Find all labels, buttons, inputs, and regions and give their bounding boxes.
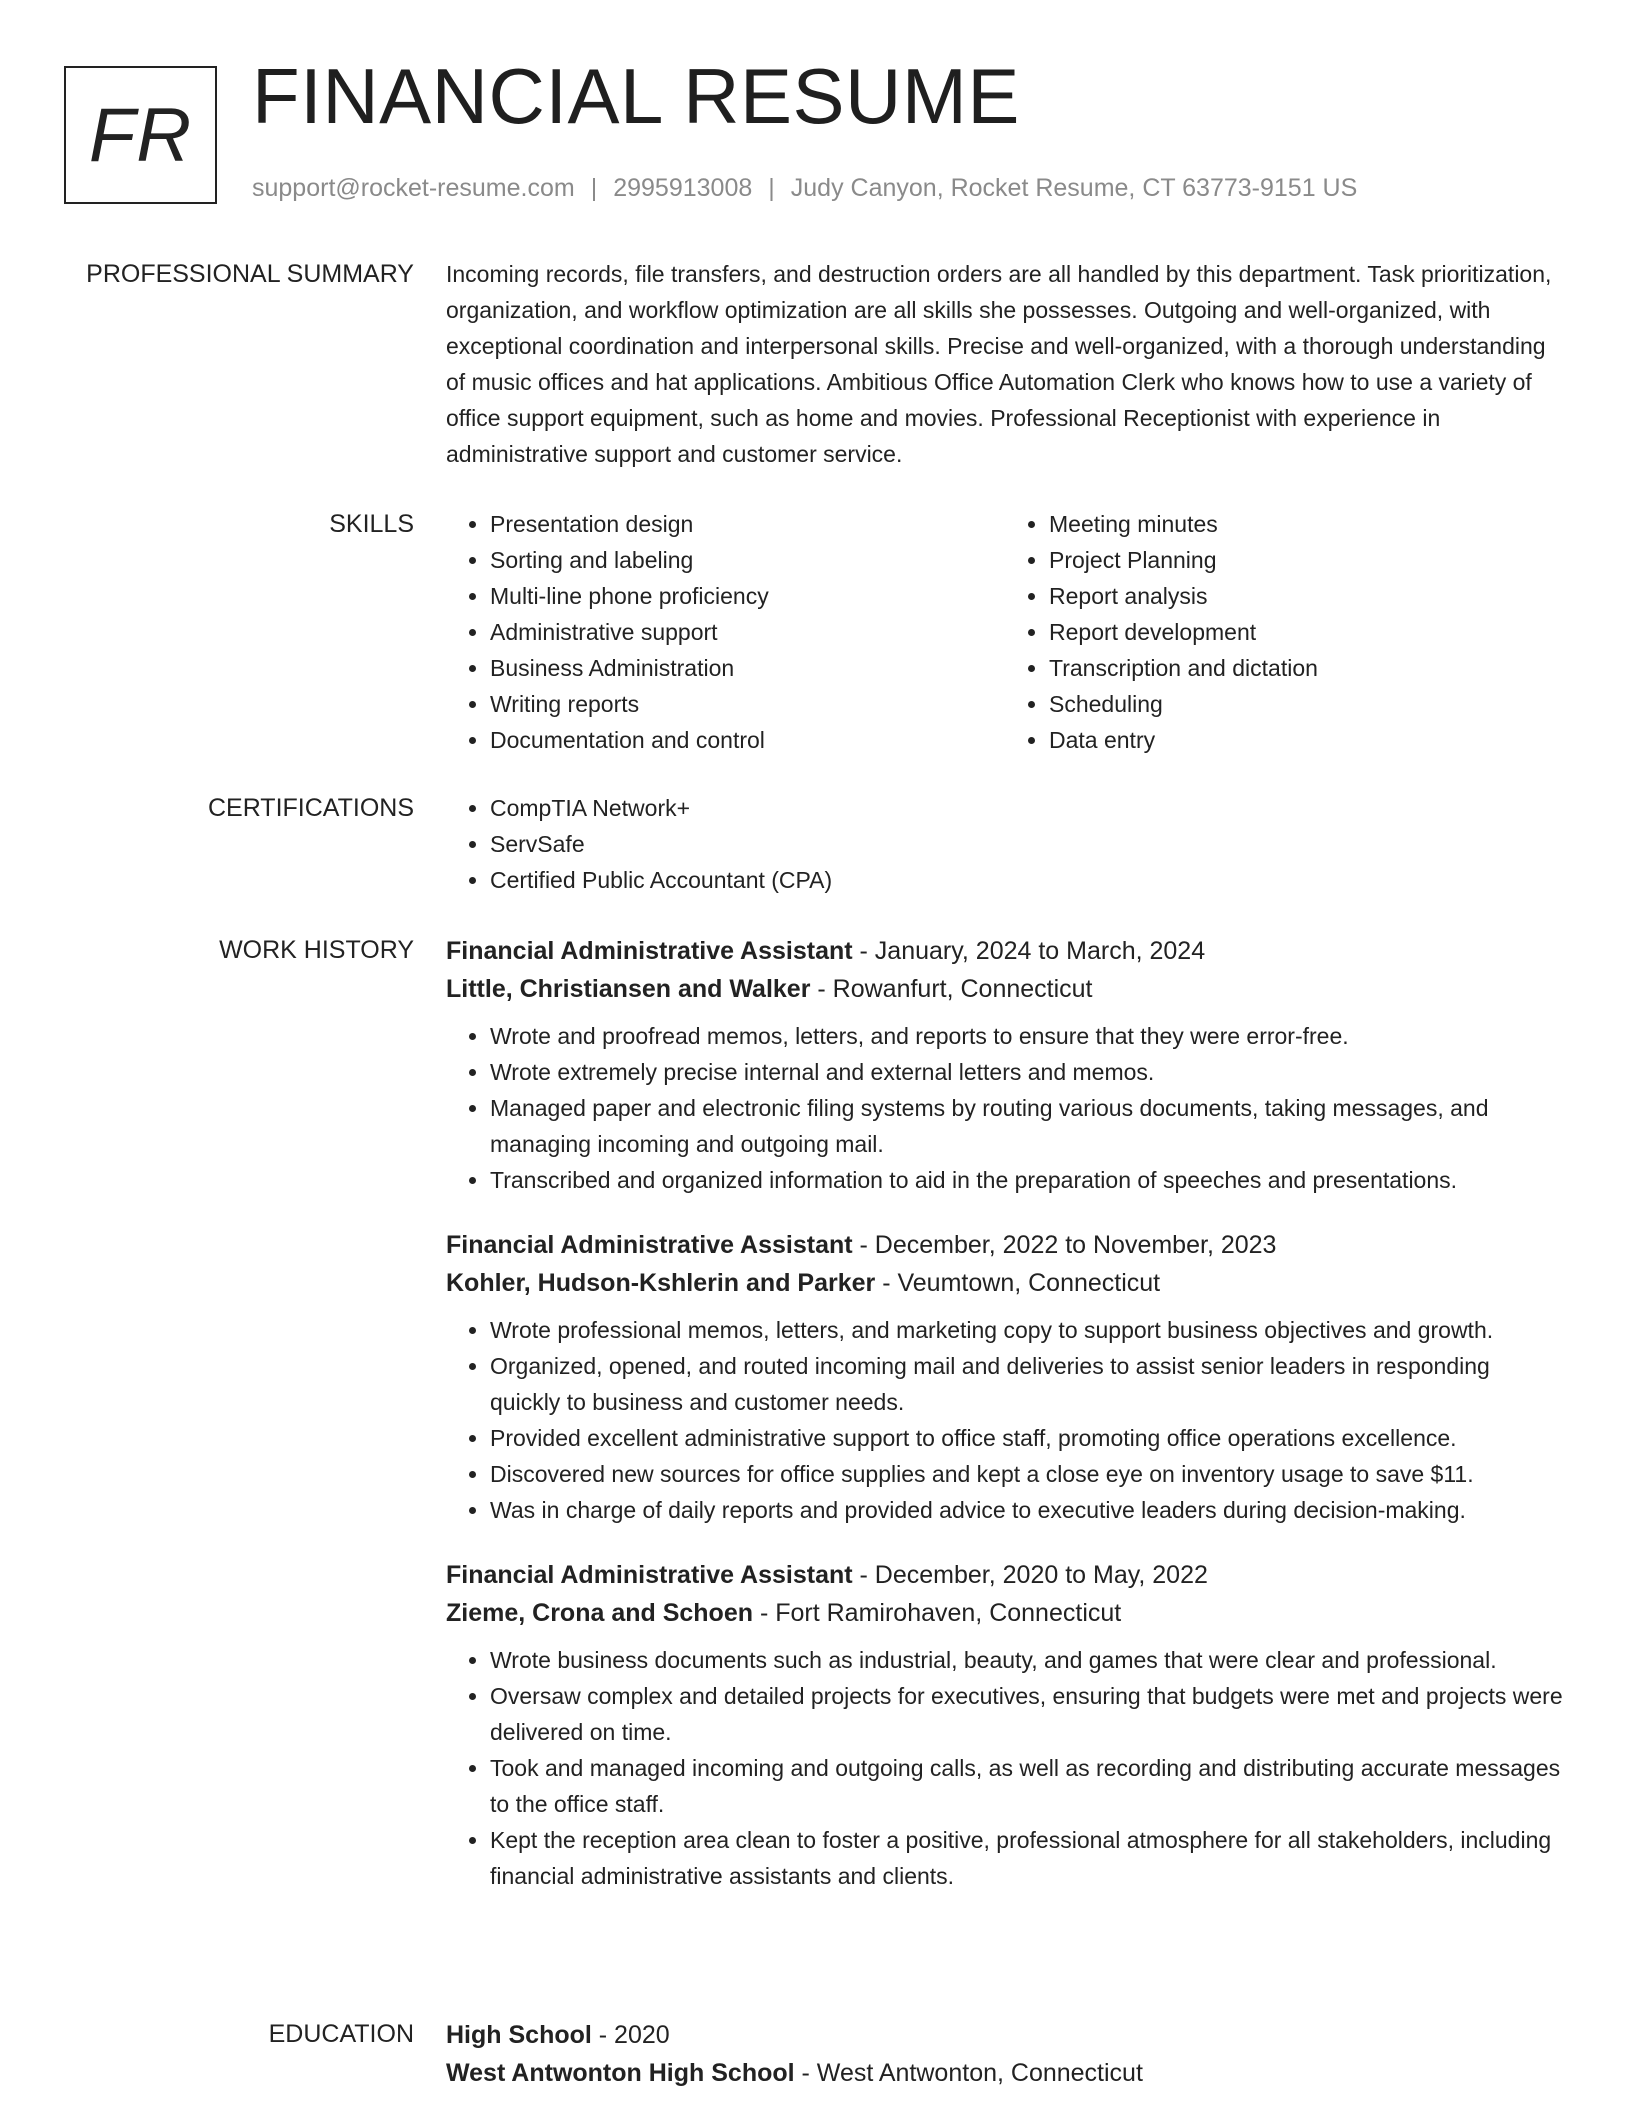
job-employer — [446, 970, 1564, 1008]
skill-item: • Administrative support — [490, 614, 1005, 650]
certifications-list — [446, 790, 1564, 898]
summary-text: Incoming records, file transfers, and destruction orders are all handled by this department. Task prioritization, organization, and workflow optimization are all skills she possesses. Outgoing and well-organized, with exceptional coordination and interpersonal skills. Precise and well-organized, with a thorough understanding of music offices and hat applications. Ambitious Office Automation Clerk who knows how to use a variety of office support equipment, such as home and movies. Professional Receptionist with experience in administrative support and customer service. — [446, 261, 1552, 467]
contact-separator: | — [768, 174, 775, 202]
section-label-work-history: WORK HISTORY — [219, 936, 414, 964]
contact-separator: | — [590, 174, 598, 202]
skill-item: • Sorting and labeling — [490, 542, 1005, 578]
job-duty: • Managed paper and electronic filing systems by routing various documents, taking messages, and managing incoming and outgoing mail. — [490, 1090, 1564, 1162]
education-school-line — [446, 2054, 1564, 2092]
skill-item: • Report development — [1049, 614, 1564, 650]
section-label-education: EDUCATION — [268, 2020, 414, 2048]
job-duty: • Wrote business documents such as industrial, beauty, and games that were clear and professional. — [490, 1642, 1564, 1678]
skill-item: • Project Planning — [1049, 542, 1564, 578]
job-company: Little, Christiansen and Walker — [446, 975, 811, 1003]
skill-item: • Multi-line phone proficiency — [490, 578, 1005, 614]
job-heading — [446, 1556, 1564, 1594]
monogram-initials: FR — [88, 92, 193, 178]
education-degree: High School — [446, 2021, 592, 2049]
skill-item: • Data entry — [1049, 722, 1564, 758]
job-title: Financial Administrative Assistant — [446, 1561, 853, 1589]
skill-item: • Writing reports — [490, 686, 1005, 722]
job-duty: • Provided excellent administrative support to office staff, promoting office operations excellence. — [490, 1420, 1564, 1456]
skill-item: • Scheduling — [1049, 686, 1564, 722]
certification-item: • CompTIA Network+ — [490, 790, 1564, 826]
skill-item: • Meeting minutes — [1049, 506, 1564, 542]
job-duty: • Transcribed and organized information to aid in the preparation of speeches and presentations. — [490, 1162, 1564, 1198]
job-duty: • Wrote and proofread memos, letters, and reports to ensure that they were error-free. — [490, 1018, 1564, 1054]
job-duty: • Organized, opened, and routed incoming mail and deliveries to assist senior leaders in responding quickly to business and customer needs. — [490, 1348, 1564, 1420]
job-heading — [446, 932, 1564, 970]
section-label-certifications: CERTIFICATIONS — [207, 794, 414, 822]
job-duty: • Was in charge of daily reports and provided advice to executive leaders during decision-making. — [490, 1492, 1564, 1528]
contact-address: Judy Canyon, Rocket Resume, CT 63773-9151 US — [790, 174, 1358, 202]
job-entry — [446, 1226, 1564, 1528]
skills-list-left — [446, 506, 1005, 758]
job-heading — [446, 1226, 1564, 1264]
education-content — [446, 2016, 1564, 2092]
section-label-summary: PROFESSIONAL SUMMARY — [86, 260, 414, 288]
job-title: Financial Administrative Assistant — [446, 1231, 853, 1259]
job-duty: • Took and managed incoming and outgoing calls, as well as recording and distributing accurate messages to the office staff. — [490, 1750, 1564, 1822]
skill-item: • Report analysis — [1049, 578, 1564, 614]
job-duty: • Wrote extremely precise internal and external letters and memos. — [490, 1054, 1564, 1090]
job-duty: • Kept the reception area clean to foster a positive, professional atmosphere for all stakeholders, including financial administrative assistants and clients. — [490, 1822, 1564, 1894]
section-label-skills: SKILLS — [329, 510, 414, 538]
job-dates: - December, 2022 to November, 2023 — [852, 1231, 1277, 1259]
certification-item: • ServSafe — [490, 826, 1564, 862]
job-dates: - January, 2024 to March, 2024 — [852, 937, 1206, 965]
job-company: Kohler, Hudson-Kshlerin and Parker — [446, 1269, 876, 1297]
job-employer — [446, 1594, 1564, 1632]
certifications-content — [446, 790, 1564, 898]
job-duties — [446, 1312, 1564, 1528]
monogram-box — [64, 66, 217, 204]
skill-item: • Transcription and dictation — [1049, 650, 1564, 686]
job-duties — [446, 1642, 1564, 1894]
skills-list-right — [1005, 506, 1564, 758]
education-school: West Antwonton High School — [446, 2059, 795, 2087]
education-heading — [446, 2016, 1564, 2054]
skills-content — [446, 506, 1564, 758]
job-location: - Rowanfurt, Connecticut — [810, 975, 1093, 1003]
job-location: - Veumtown, Connecticut — [875, 1269, 1161, 1297]
education-location: - West Antwonton, Connecticut — [794, 2059, 1143, 2087]
summary-content — [446, 256, 1564, 472]
contact-line — [252, 174, 1357, 203]
job-entry — [446, 1556, 1564, 1894]
job-duties — [446, 1018, 1564, 1198]
contact-email[interactable]: support@rocket-resume.com — [252, 174, 575, 202]
job-duty: • Discovered new sources for office supplies and kept a close eye on inventory usage to save $11. — [490, 1456, 1564, 1492]
job-entry — [446, 932, 1564, 1198]
certification-item: • Certified Public Accountant (CPA) — [490, 862, 1564, 898]
job-duty: • Wrote professional memos, letters, and marketing copy to support business objectives and growth. — [490, 1312, 1564, 1348]
job-duty: • Oversaw complex and detailed projects for executives, ensuring that budgets were met and projects were delivered on time. — [490, 1678, 1564, 1750]
skill-item: • Documentation and control — [490, 722, 1005, 758]
job-employer — [446, 1264, 1564, 1302]
resume-title: FINANCIAL RESUME — [252, 52, 1020, 140]
skill-item: • Business Administration — [490, 650, 1005, 686]
job-dates: - December, 2020 to May, 2022 — [852, 1561, 1208, 1589]
job-title: Financial Administrative Assistant — [446, 937, 853, 965]
education-year: - 2020 — [591, 2021, 670, 2049]
skill-item: • Presentation design — [490, 506, 1005, 542]
job-company: Zieme, Crona and Schoen — [446, 1599, 754, 1627]
contact-phone[interactable]: 2995913008 — [613, 174, 753, 202]
job-location: - Fort Ramirohaven, Connecticut — [753, 1599, 1122, 1627]
work-history-content — [446, 932, 1564, 1922]
